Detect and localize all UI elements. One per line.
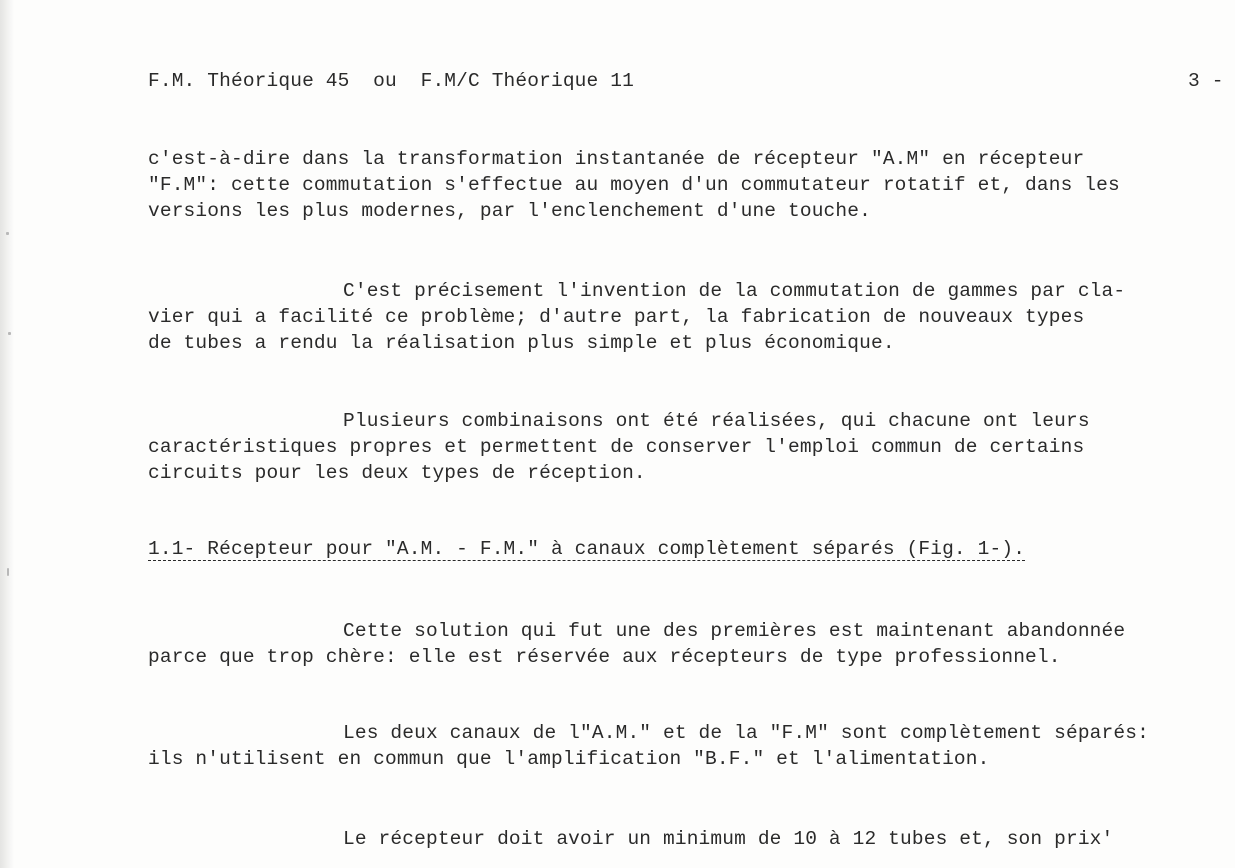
- scan-speck: [7, 568, 9, 576]
- paragraph-1-line-2: "F.M": cette commutation s'effectue au moyen d'un commutateur rotatif et, dans les: [148, 174, 1120, 196]
- paragraph-5-line-1: Les deux canaux de l"A.M." et de la "F.M" sont complètement séparés:: [343, 722, 1149, 744]
- paragraph-5-line-2: ils n'utilisent en commun que l'amplification "B.F." et l'alimentation.: [148, 748, 990, 770]
- paragraph-1-line-3: versions les plus modernes, par l'enclenchement d'une touche.: [148, 200, 871, 222]
- section-heading: 1.1- Récepteur pour "A.M. - F.M." à canaux complètement séparés (Fig. 1-).: [148, 538, 1026, 560]
- page-edge-shadow: [0, 0, 14, 868]
- paragraph-4-line-1: Cette solution qui fut une des premières est maintenant abandonnée: [343, 620, 1126, 642]
- scan-speck: [6, 232, 9, 235]
- page-number: 3 -: [1188, 70, 1224, 92]
- paragraph-1-line-1: c'est-à-dire dans la transformation instantanée de récepteur "A.M" en récepteur: [148, 148, 1085, 170]
- scan-speck: [8, 332, 11, 335]
- paragraph-4-line-2: parce que trop chère: elle est réservée aux récepteurs de type professionnel.: [148, 646, 1061, 668]
- paragraph-2-line-3: de tubes a rendu la réalisation plus simple et plus économique.: [148, 332, 895, 354]
- paragraph-6-line-1: Le récepteur doit avoir un minimum de 10 à 12 tubes et, son prix': [343, 828, 1114, 850]
- paragraph-3-line-3: circuits pour les deux types de réception.: [148, 462, 646, 484]
- page-header-title: F.M. Théorique 45 ou F.M/C Théorique 11: [148, 70, 634, 92]
- paragraph-3-line-1: Plusieurs combinaisons ont été réalisées, qui chacune ont leurs: [343, 410, 1090, 432]
- paragraph-3-line-2: caractéristiques propres et permettent de conserver l'emploi commun de certains: [148, 436, 1085, 458]
- paragraph-2-line-2: vier qui a facilité ce problème; d'autre part, la fabrication de nouveaux types: [148, 306, 1085, 328]
- paragraph-2-line-1: C'est précisement l'invention de la commutation de gammes par cla-: [343, 280, 1126, 302]
